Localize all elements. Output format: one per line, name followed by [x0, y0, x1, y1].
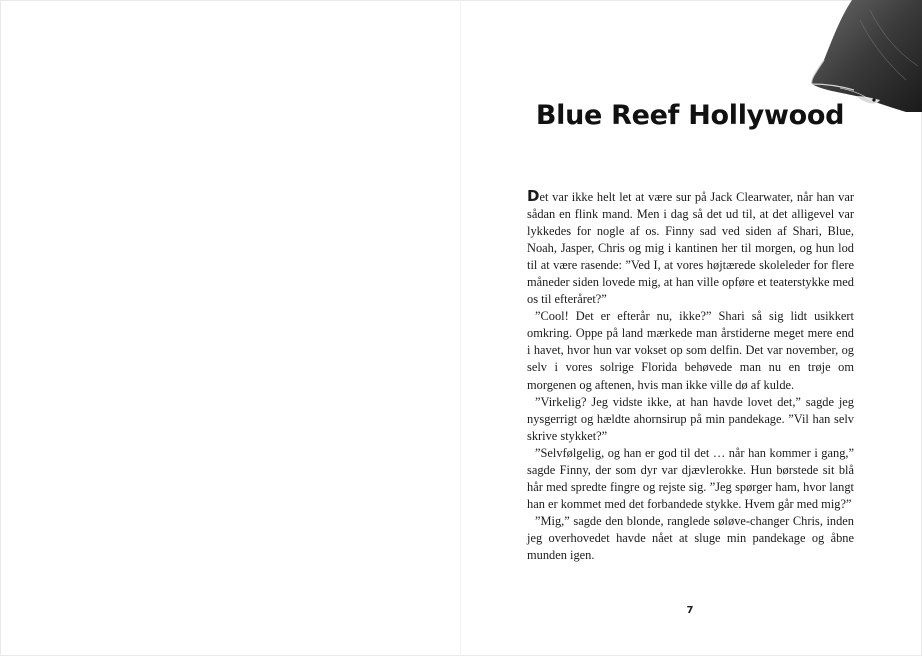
story-paragraph: ”Selvfølgelig, og han er god til det … når han kommer i gang,” sagde Finny, der som dyr var djævlerokke. Hun børstede sit blå hår med spredte fingre og rejste sig. ”Jeg spørger ham, hvor langt han er kommet med det forbandede stykke. Hvem går med mig?”: [527, 445, 854, 511]
story-text: [527, 189, 854, 564]
chapter-title: Blue Reef Hollywood: [535, 100, 845, 131]
story-paragraph: ”Virkelig? Jeg vidste ikke, at han havde lovet det,” sagde jeg nysgerrigt og hældte ahornsirup på min pandekage. ”Vil han selv skrive stykket?”: [527, 394, 854, 443]
paragraph-text: et var ikke helt let at være sur på Jack Clearwater, når han var sådan en flink mand. Men i dag så det ud til, at det alligevel var lykkedes for nogle af os. Finny sad ved siden af Shari, Blue, Noah, Jasper, Chris og mig i kantinen her til morgen, og hun lod til at være rasende: ”Ved I, at vores højtærede skoleleder for flere måneder siden lovede mig, at han ville opføre et teaterstykke med os til efteråret?”: [527, 190, 854, 307]
spread-gutter: [460, 0, 461, 656]
page-number: 7: [686, 605, 694, 616]
story-paragraph: [527, 189, 854, 308]
drop-cap: D: [527, 187, 540, 205]
manta-ray-icon: [810, 0, 922, 112]
story-paragraph: ”Mig,” sagde den blonde, ranglede søløve-changer Chris, inden jeg overhovedet havde nået at sluge min pandekage og åbne munden igen.: [527, 513, 854, 562]
story-paragraph: ”Cool! Det er efterår nu, ikke?” Shari så sig lidt usikkert omkring. Oppe på land mærkede man årstiderne meget mere end i havet, hvor hun var vokset op som delfin. Det var november, og selv i vores solrige Florida behøvede man nu en trøje om morgenen og aftenen, hvis man ikke ville dø af kulde.: [527, 309, 854, 392]
